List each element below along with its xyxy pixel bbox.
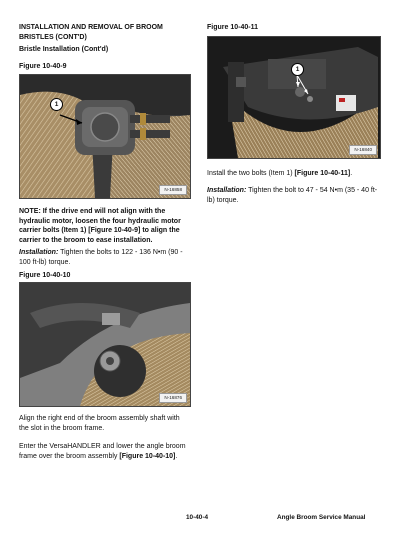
figure-label-10-40-10: Figure 10-40-10 <box>19 272 71 279</box>
installation-label: Installation: <box>19 249 59 256</box>
figure-label-10-40-11: Figure 10-40-11 <box>207 24 258 31</box>
figure-10-40-9-photo <box>19 74 191 199</box>
period: . <box>350 170 353 177</box>
subheading: Bristle Installation (Cont'd) <box>19 46 109 53</box>
align-paragraph: Align the right end of the broom assembly shaft with the slot in the broom frame. <box>19 415 180 432</box>
figure-10-40-10-photo <box>19 282 191 407</box>
period: . <box>175 452 178 460</box>
figure-code: N-16840 <box>349 145 377 155</box>
installation-paragraph-right <box>207 186 382 205</box>
figure-code: N-16858 <box>159 185 187 195</box>
figure-reference: [Figure 10-40-11] <box>294 170 351 177</box>
installation-text: Tighten the bolt to 47 - 54 N•m (35 - 40 ft-lb) torque. <box>207 187 378 204</box>
note-text: NOTE: If the drive end will not align with the hydraulic motor, loosen the four hydraulic motor carrier bolts (Item 1) [Figure 10-40-9] to align the carrier to the broom to ease installation. <box>19 208 181 244</box>
section-heading: INSTALLATION AND REMOVAL OF BROOM BRISTLES (CONT'D) <box>19 24 163 41</box>
figure-10-40-11-photo <box>207 36 381 159</box>
manual-title: Angle Broom Service Manual <box>277 514 366 521</box>
callout-1: 1 <box>291 63 304 76</box>
install-bolts-paragraph <box>207 169 382 179</box>
installation-label: Installation: <box>207 187 247 194</box>
page-number: 10-40-4 <box>186 514 209 521</box>
installation-paragraph-left <box>19 248 191 267</box>
enter-text: Enter the VersaHANDLER and lower the angle broom frame over the broom assembly <box>19 443 186 460</box>
figure-label-10-40-9: Figure 10-40-9 <box>19 63 67 70</box>
install-bolts-text: Install the two bolts (Item 1) <box>207 170 295 177</box>
enter-paragraph <box>19 442 191 461</box>
callout-1: 1 <box>50 98 63 111</box>
installation-text: Tighten the bolts to 122 - 136 N•m (90 - 100 ft-lb) torque. <box>19 249 183 266</box>
figure-reference: [Figure 10-40-10] <box>119 452 176 460</box>
figure-code: N-16876 <box>159 393 187 403</box>
